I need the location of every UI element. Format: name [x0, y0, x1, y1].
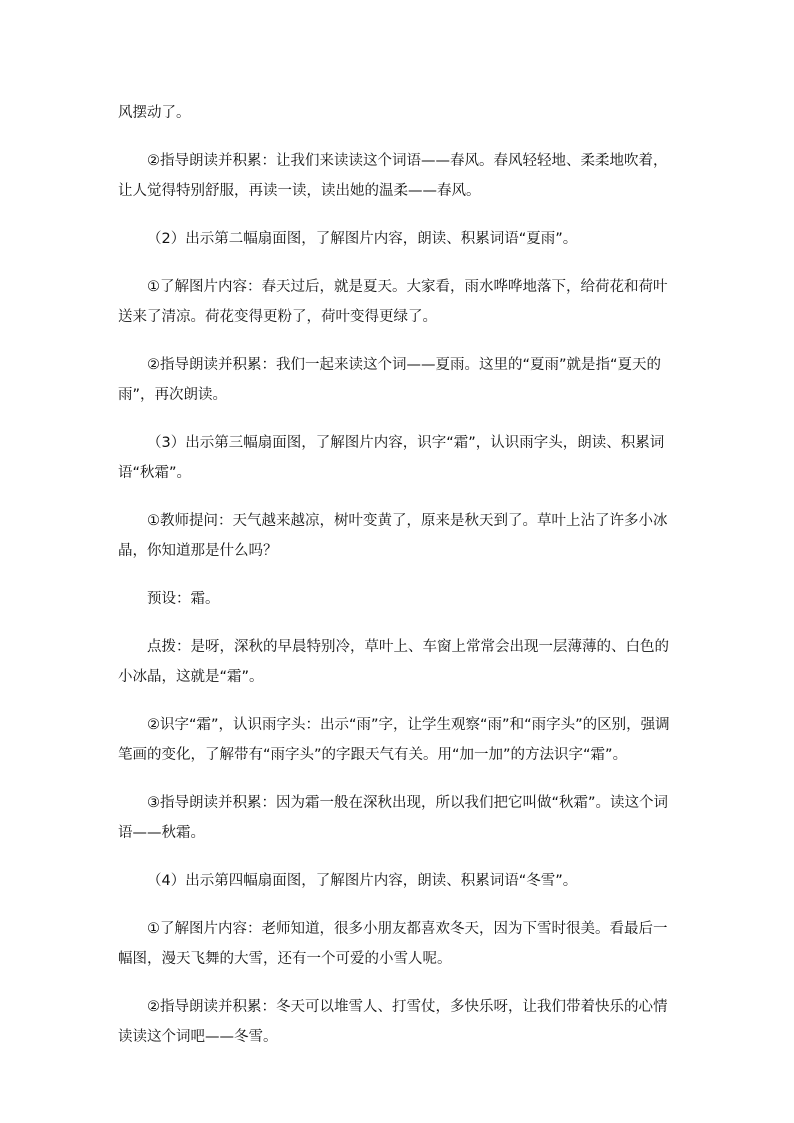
paragraph-summer-reading: ②指导朗读并积累：我们一起来读这个词——夏雨。这里的“夏雨”就是指“夏天的雨”，再次朗读。	[118, 357, 662, 403]
paragraph-preset-answer: 预设：霜。	[147, 591, 220, 607]
paragraph-step-2-heading: （2）出示第二幅扇面图，了解图片内容，朗读、积累词语“夏雨”。	[147, 231, 578, 247]
paragraph-autumn-question: ①教师提问：天气越来越凉，树叶变黄了，原来是秋天到了。草叶上沾了许多小冰晶，你知道那是什么吗？	[118, 513, 668, 559]
paragraph-autumn-reading: ③指导朗读并积累：因为霜一般在深秋出现，所以我们把它叫做“秋霜”。读这个词语——秋霜。	[118, 795, 669, 841]
paragraph-winter-picture: ①了解图片内容：老师知道，很多小朋友都喜欢冬天，因为下雪时很美。看最后一幅图，漫天飞舞的大雪，还有一个可爱的小雪人呢。	[118, 921, 668, 967]
paragraph-winter-reading: ②指导朗读并积累：冬天可以堆雪人、打雪仗，多快乐呀，让我们带着快乐的心情读读这个词吧——冬雪。	[118, 999, 668, 1045]
paragraph-continuation: 风摆动了。	[118, 105, 191, 121]
document-body	[118, 98, 678, 1052]
paragraph-frost-character: ②识字“霜”，认识雨字头：出示“雨”字，让学生观察“雨”和“雨字头”的区别，强调笔画的变化，了解带有“雨字头”的字跟天气有关。用“加一加”的方法识字“霜”。	[118, 717, 670, 763]
paragraph-summer-picture: ①了解图片内容：春天过后，就是夏天。大家看，雨水哗哗地落下，给荷花和荷叶送来了清凉。荷花变得更粉了，荷叶变得更绿了。	[118, 279, 668, 325]
paragraph-step-4-heading: （4）出示第四幅扇面图，了解图片内容，朗读、积累词语“冬雪”。	[147, 873, 578, 889]
paragraph-spring-reading: ②指导朗读并积累：让我们来读读这个词语——春风。春风轻轻地、柔柔地吹着，让人觉得特别舒服，再读一读，读出她的温柔——春风。	[118, 153, 668, 199]
paragraph-frost-explanation: 点拨：是呀，深秋的早晨特别冷，草叶上、车窗上常常会出现一层薄薄的、白色的小冰晶，这就是“霜”。	[118, 639, 669, 685]
paragraph-step-3-heading: （3）出示第三幅扇面图，了解图片内容，识字“霜”，认识雨字头，朗读、积累词语“秋霜”。	[118, 435, 665, 481]
